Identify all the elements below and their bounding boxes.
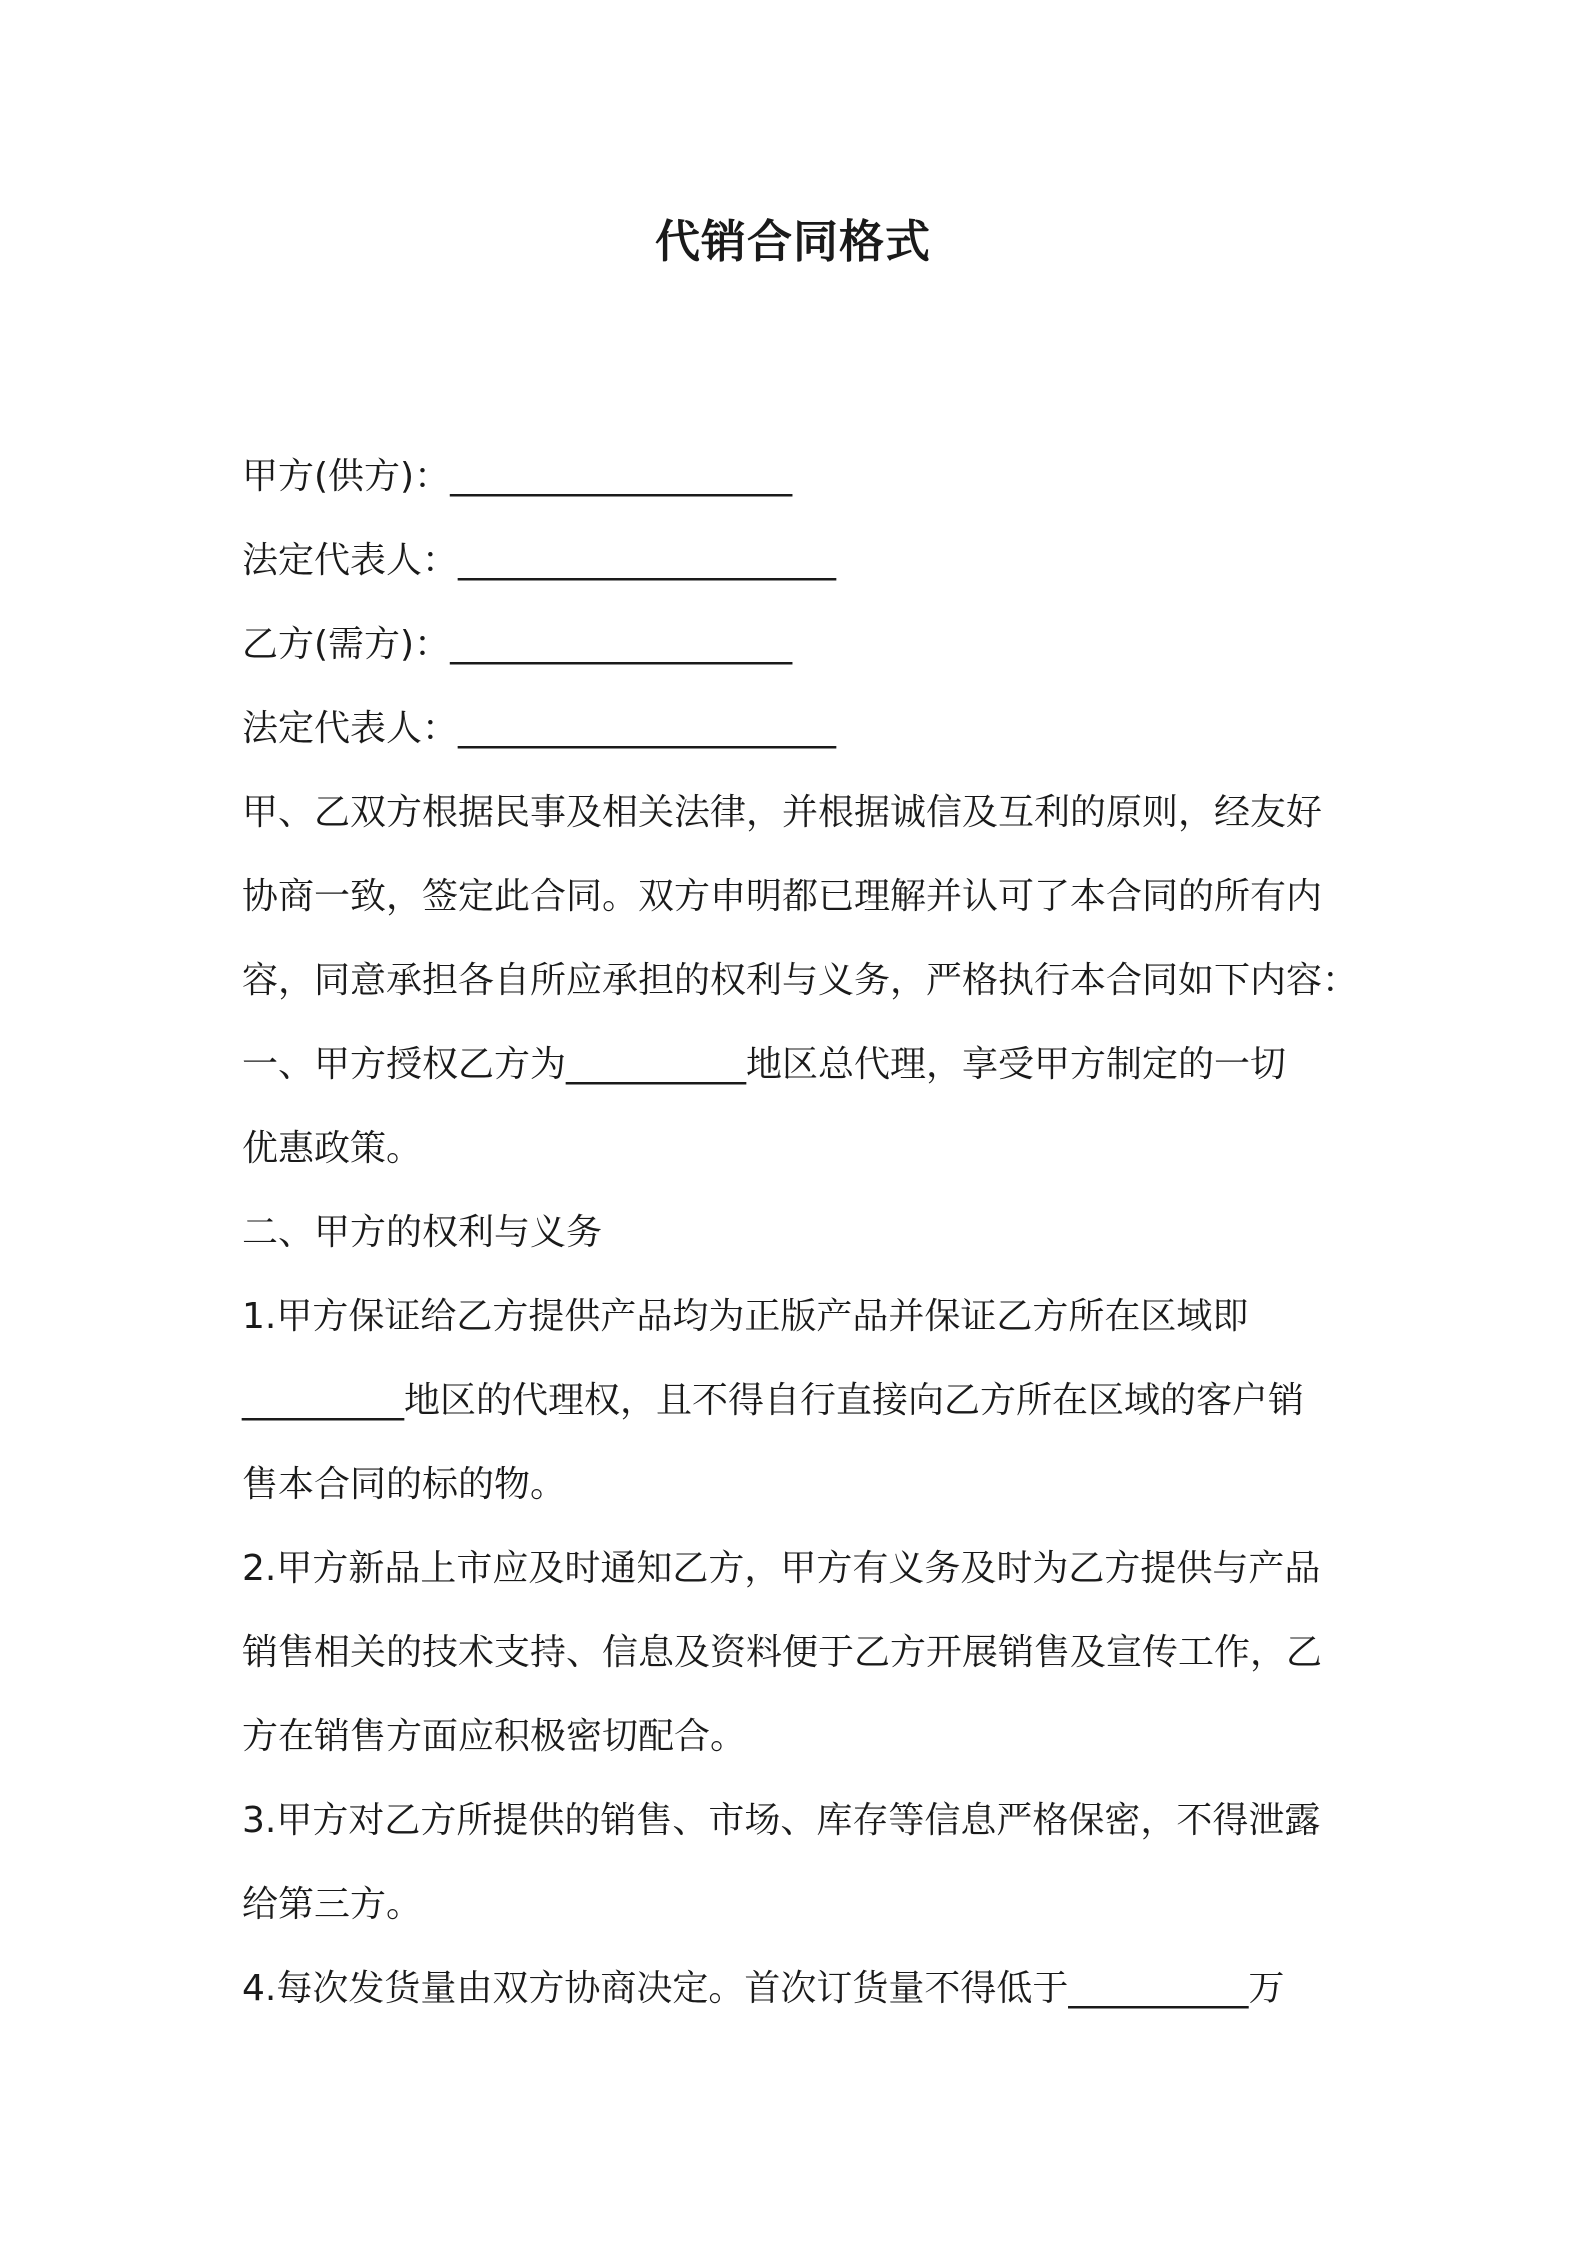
party-b-buyer-line: 乙方(需方)：___________________	[242, 624, 793, 665]
item-1-line-2: _________地区的代理权，且不得自行直接向乙方所在区域的客户销	[242, 1380, 1305, 1421]
item-4-line-1: 4.每次发货量由双方协商决定。首次订货量不得低于__________万	[242, 1968, 1285, 2009]
item-3-line-1: 3.甲方对乙方所提供的销售、市场、库存等信息严格保密，不得泄露	[242, 1800, 1321, 1841]
preamble-line-3: 容，同意承担各自所应承担的权利与义务，严格执行本合同如下内容：	[242, 960, 1359, 1001]
item-3-line-2: 给第三方。	[242, 1884, 423, 1925]
item-2-line-1: 2.甲方新品上市应及时通知乙方，甲方有义务及时为乙方提供与产品	[242, 1548, 1321, 1589]
item-1-line-3: 售本合同的标的物。	[242, 1464, 567, 1505]
clause-1-line-2: 优惠政策。	[242, 1128, 423, 1169]
preamble-line-1: 甲、乙双方根据民事及相关法律，并根据诚信及互利的原则，经友好	[242, 792, 1323, 833]
party-b-representative-line: 法定代表人：_____________________	[242, 708, 837, 749]
item-2-line-3: 方在销售方面应积极密切配合。	[242, 1716, 747, 1757]
party-a-supplier-line: 甲方(供方)：___________________	[242, 456, 793, 497]
item-1-line-1: 1.甲方保证给乙方提供产品均为正版产品并保证乙方所在区域即	[242, 1296, 1249, 1337]
section-2-heading: 二、甲方的权利与义务	[242, 1212, 603, 1253]
preamble-line-2: 协商一致，签定此合同。双方申明都已理解并认可了本合同的所有内	[242, 876, 1323, 917]
item-2-line-2: 销售相关的技术支持、信息及资料便于乙方开展销售及宣传工作，乙	[242, 1632, 1323, 1673]
party-a-representative-line: 法定代表人：_____________________	[242, 540, 837, 581]
clause-1-line-1: 一、甲方授权乙方为__________地区总代理，享受甲方制定的一切	[242, 1044, 1287, 1085]
document-title: 代销合同格式	[654, 215, 931, 268]
